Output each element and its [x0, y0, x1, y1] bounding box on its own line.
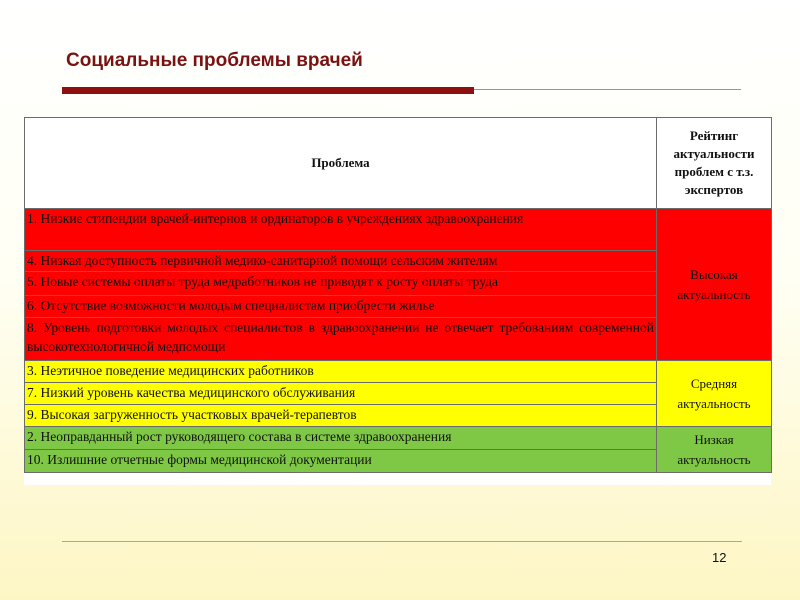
- table-row: [25, 209, 772, 251]
- title-underline-rule: [474, 89, 741, 90]
- rating-cell-low: Низкая актуальность: [657, 427, 772, 473]
- header-problem: Проблема: [25, 118, 657, 209]
- rating-cell-high: Высокая актуальность: [657, 209, 772, 361]
- footer-rule: [62, 541, 742, 542]
- rating-cell-medium: Средняя актуальность: [657, 361, 772, 427]
- problem-cell: 9. Высокая загруженность участковых врачей-терапевтов: [25, 405, 657, 427]
- problem-cell: 1. Низкие стипендии врачей-интернов и ординаторов в учреждениях здравоохранения: [25, 209, 657, 251]
- page-number: 12: [712, 550, 727, 565]
- problem-cell: 7. Низкий уровень качества медицинского обслуживания: [25, 383, 657, 405]
- problem-cell: 2. Неоправданный рост руководящего состава в системе здравоохранения: [25, 427, 657, 450]
- problem-cell: 3. Неэтичное поведение медицинских работников: [25, 361, 657, 383]
- problem-cell: 4. Низкая доступность первичной медико-санитарной помощи сельским жителям: [25, 251, 657, 272]
- table-row: [25, 361, 772, 383]
- table-row: [25, 427, 772, 450]
- title-underline-bar: [62, 87, 474, 94]
- problem-cell: 10. Излишние отчетные формы медицинской документации: [25, 450, 657, 473]
- slide-title: Социальные проблемы врачей: [66, 50, 363, 71]
- problem-cell: 6. Отсутствие возможности молодым специалистам приобрести жилье: [25, 296, 657, 318]
- header-rating: Рейтинг актуальности проблем с т.з. экспертов: [657, 118, 772, 209]
- problems-table-frame: [24, 117, 771, 485]
- table-header-row: [25, 118, 772, 209]
- problem-cell: 5. Новые системы оплаты труда медработников не приводят к росту оплаты труда: [25, 272, 657, 296]
- problem-cell: 8. Уровень подготовки молодых специалистов в здравоохранении не отвечает требованиям современной высокотехнологичной медпомощи: [25, 318, 657, 361]
- problems-table: [24, 117, 772, 473]
